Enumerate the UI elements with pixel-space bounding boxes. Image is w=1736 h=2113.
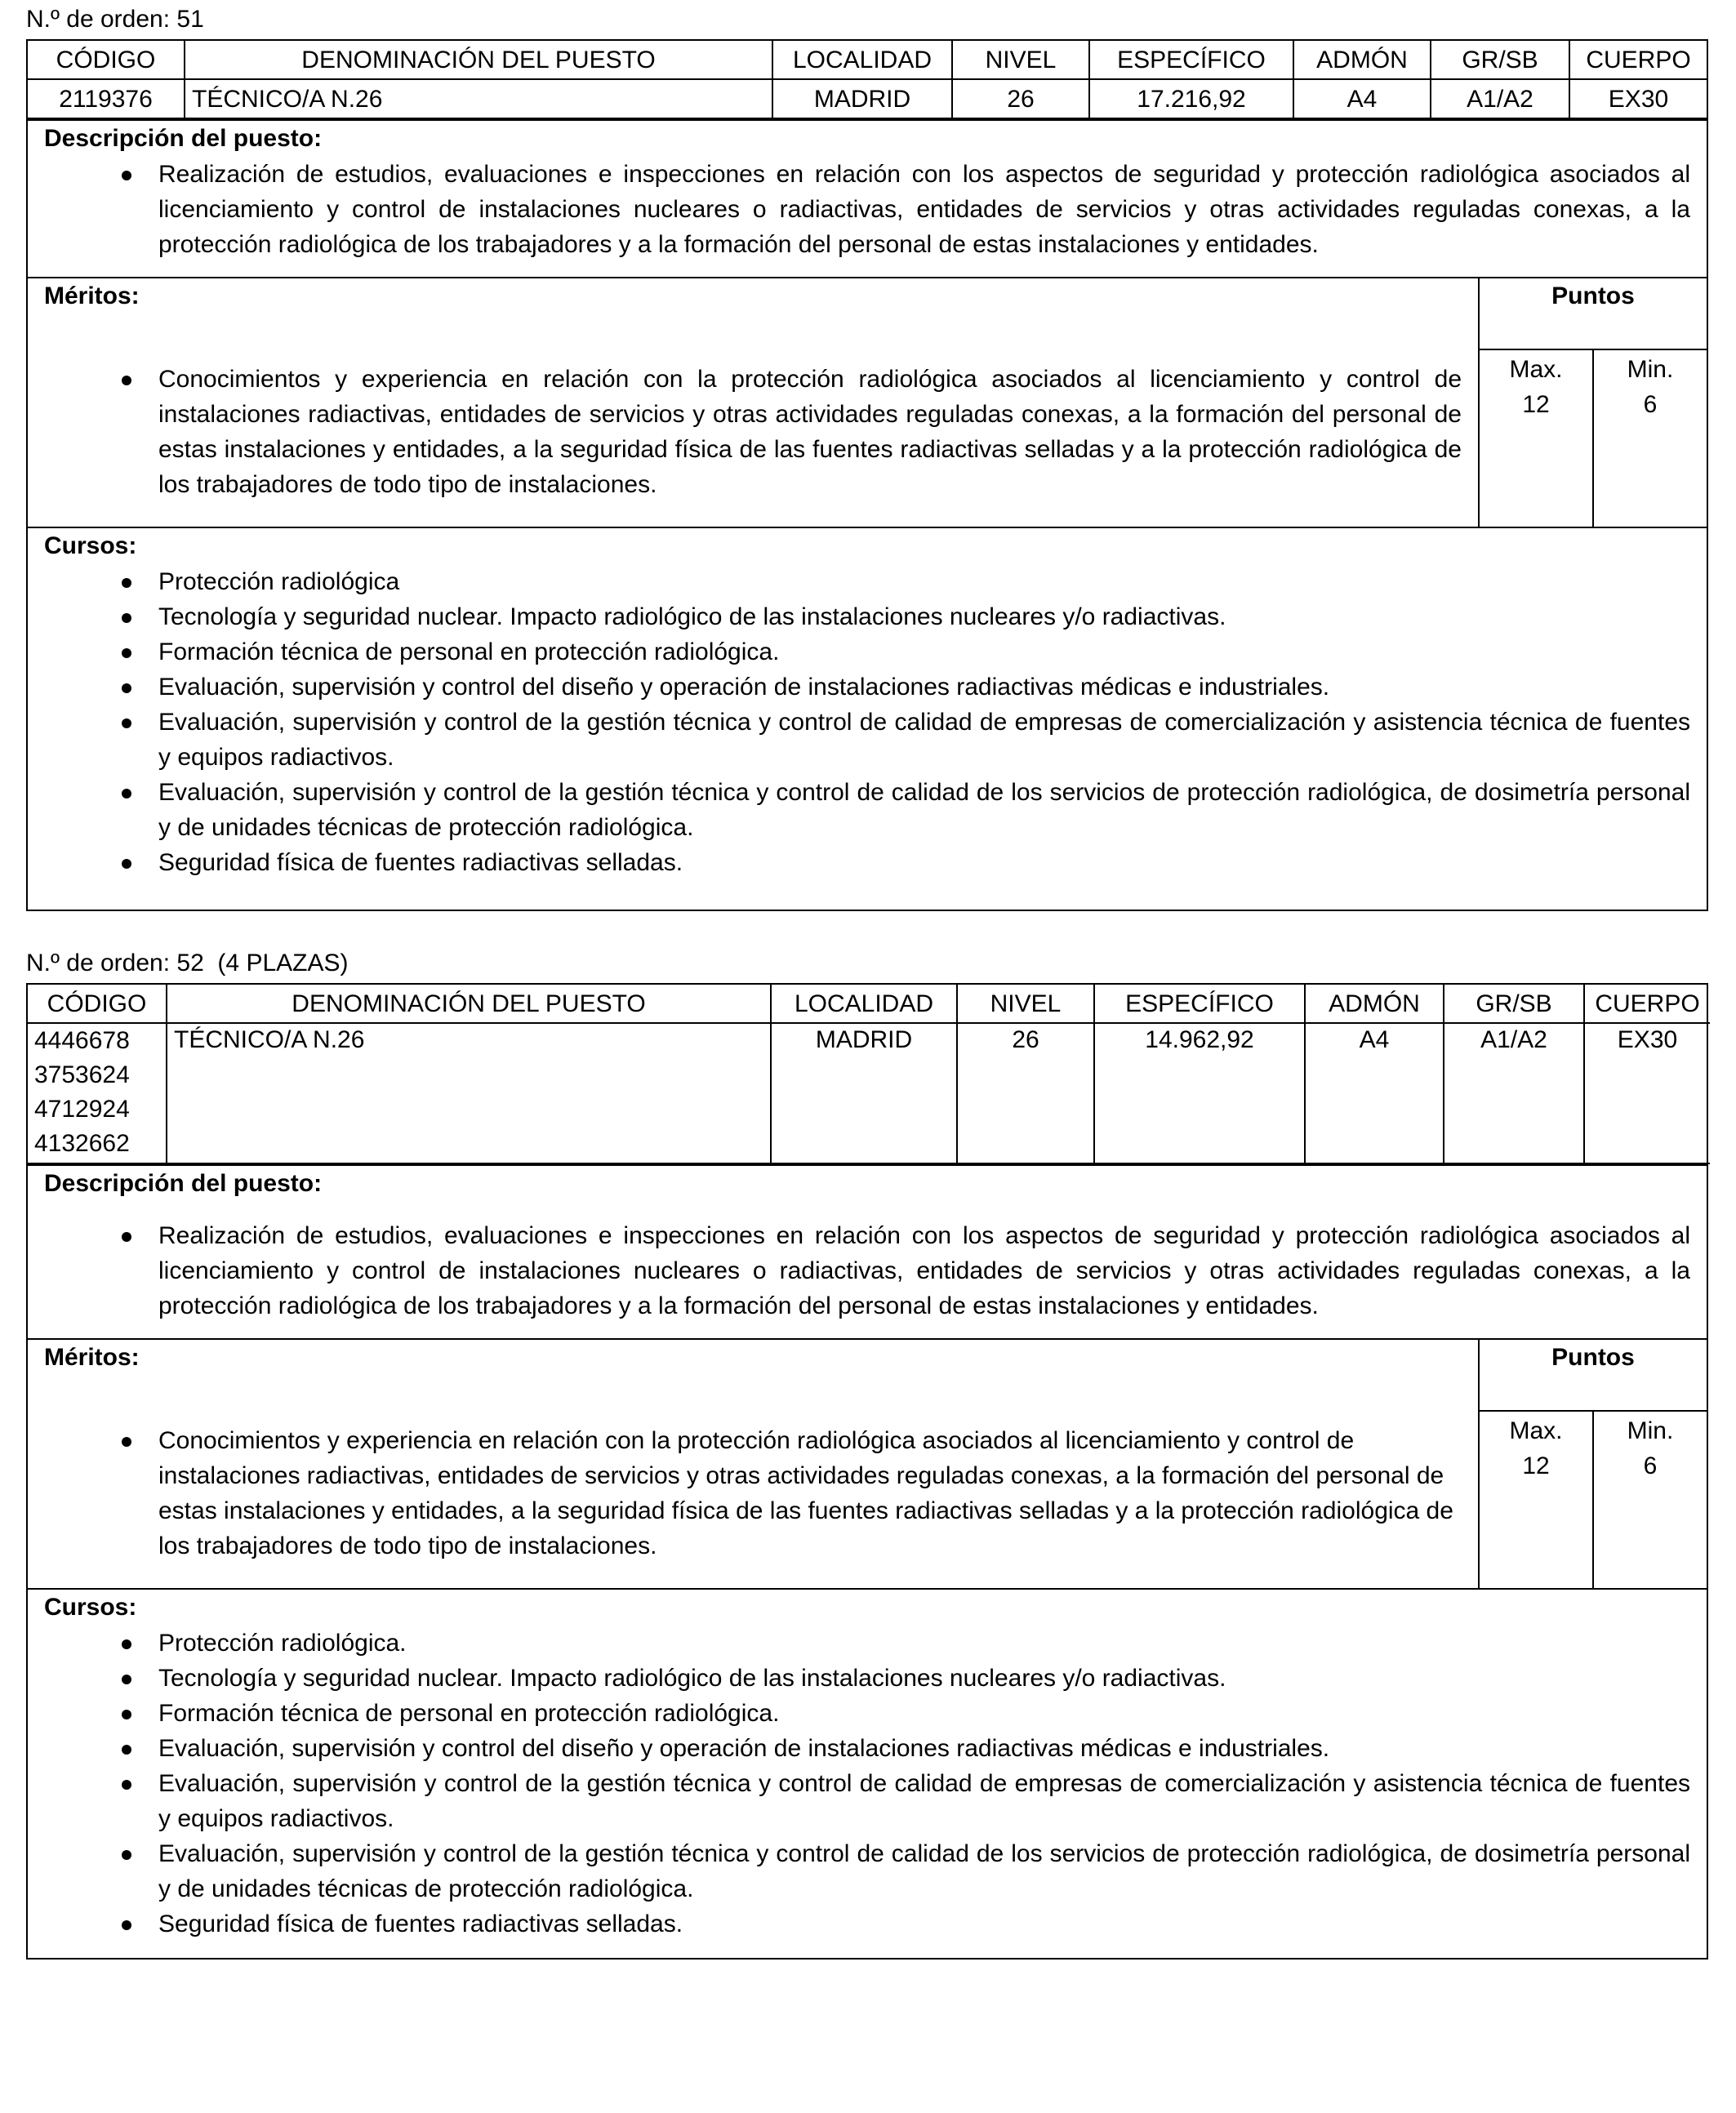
list-item: Formación técnica de personal en protección radiológica. — [44, 1696, 1690, 1731]
list-item: Realización de estudios, evaluaciones e inspecciones en relación con los aspectos de seguridad y protección radiológica asociados al licenciamiento y control de instalaciones nucleares o radiactivas, entidades de servicios y otras actividades reguladas conexas, a la protección radiológica de los trabajadores y a la formación del personal de estas instalaciones y entidades. — [44, 157, 1690, 262]
job-block — [26, 39, 1708, 911]
list-item: Conocimientos y experiencia en relación con la protección radiológica asociados al licenciamiento y control de instalaciones radiactivas, entidades de servicios y otras actividades reguladas conexas, a la formación del personal de estas instalaciones y entidades, a la seguridad física de las fuentes radiactivas selladas y a la protección radiológica de los trabajadores de todo tipo de instalaciones. — [44, 362, 1462, 502]
courses-label: Cursos: — [44, 532, 137, 559]
col-codigo: CÓDIGO — [28, 41, 185, 79]
bullet-icon — [122, 578, 131, 588]
bullet-icon — [122, 376, 131, 385]
points-label: Puntos — [1480, 278, 1707, 350]
list-item: Seguridad física de fuentes radiactivas selladas. — [44, 1906, 1690, 1942]
col-codigo: CÓDIGO — [28, 985, 167, 1023]
description-label: Descripción del puesto: — [44, 125, 323, 152]
codigo-item: 4712924 — [34, 1096, 130, 1123]
cell-denominacion: TÉCNICO/A N.26 — [185, 79, 772, 118]
header-row — [28, 985, 1710, 1023]
points-max: Max. 12 — [1480, 1412, 1592, 1588]
job-block — [26, 983, 1708, 1960]
points-max-value: 12 — [1522, 391, 1550, 418]
cell-cuerpo: EX30 — [1569, 79, 1707, 118]
cell-codigos — [28, 1023, 167, 1163]
cell-admon: A4 — [1305, 1023, 1444, 1163]
bullet-icon — [122, 171, 131, 180]
points-min-value: 6 — [1643, 391, 1658, 418]
col-nivel: NIVEL — [952, 41, 1089, 79]
merits-list — [44, 1423, 1462, 1564]
col-cuerpo: CUERPO — [1569, 41, 1707, 79]
bullet-icon — [122, 789, 131, 798]
bullet-icon — [122, 859, 131, 869]
cell-grsb: A1/A2 — [1444, 1023, 1584, 1163]
bullet-icon — [122, 613, 131, 623]
cell-localidad: MADRID — [772, 79, 952, 118]
list-item: Realización de estudios, evaluaciones e inspecciones en relación con los aspectos de seguridad y protección radiológica asociados al licenciamiento y control de instalaciones nucleares o radiactivas, entidades de servicios y otras actividades reguladas conexas, a la protección radiológica de los trabajadores y a la formación del personal de estas instalaciones y entidades. — [44, 1218, 1690, 1323]
list-item: Protección radiológica. — [44, 1626, 1690, 1661]
courses-list — [44, 1626, 1690, 1942]
bullet-icon — [122, 1232, 131, 1242]
codigo-item: 4446678 — [34, 1027, 130, 1054]
col-especifico: ESPECÍFICO — [1089, 41, 1293, 79]
bullet-icon — [122, 1745, 131, 1755]
col-grsb: GR/SB — [1444, 985, 1584, 1023]
cell-especifico: 17.216,92 — [1089, 79, 1293, 118]
col-admon: ADMÓN — [1305, 985, 1444, 1023]
merits-label: Méritos: — [44, 1344, 140, 1371]
col-grsb: GR/SB — [1431, 41, 1569, 79]
header-row — [28, 41, 1707, 79]
courses-label: Cursos: — [44, 1594, 137, 1621]
list-item: Conocimientos y experiencia en relación con la protección radiológica asociados al licenciamiento y control de instalaciones radiactivas, entidades de servicios y otras actividades reguladas conexas, a la formación del personal de estas instalaciones y entidades, a la seguridad física de las fuentes radiactivas selladas y a la protección radiológica de los trabajadores de todo tipo de instalaciones. — [44, 1423, 1462, 1564]
col-localidad: LOCALIDAD — [771, 985, 957, 1023]
courses-panel — [28, 527, 1707, 910]
job-section-51 — [26, 0, 1708, 911]
order-title: N.º de orden: 51 — [26, 6, 204, 33]
col-denominacion: DENOMINACIÓN DEL PUESTO — [185, 41, 772, 79]
cell-denominacion: TÉCNICO/A N.26 — [167, 1023, 771, 1163]
job-header-table — [28, 41, 1707, 119]
col-denominacion: DENOMINACIÓN DEL PUESTO — [167, 985, 771, 1023]
cell-nivel: 26 — [957, 1023, 1094, 1163]
list-item: Formación técnica de personal en protección radiológica. — [44, 634, 1690, 669]
cell-cuerpo: EX30 — [1584, 1023, 1710, 1163]
points-label: Puntos — [1480, 1340, 1707, 1412]
codigo-item: 3753624 — [34, 1061, 130, 1088]
description-list — [44, 1218, 1690, 1323]
description-list — [44, 157, 1690, 262]
bullet-icon — [122, 1850, 131, 1860]
cell-admon: A4 — [1293, 79, 1431, 118]
list-item: Protección radiológica — [44, 564, 1690, 599]
list-item: Tecnología y seguridad nuclear. Impacto radiológico de las instalaciones nucleares y/o radiactivas. — [44, 1661, 1690, 1696]
list-item: Evaluación, supervisión y control del diseño y operación de instalaciones radiactivas médicas e industriales. — [44, 669, 1690, 705]
merits-label: Méritos: — [44, 282, 140, 309]
merits-list — [44, 362, 1462, 502]
description-panel — [28, 119, 1707, 277]
cell-codigo: 2119376 — [28, 79, 185, 118]
bullet-icon — [122, 1710, 131, 1719]
points-max: Max. 12 — [1480, 350, 1592, 527]
list-item: Evaluación, supervisión y control de la gestión técnica y control de calidad de los servicios de protección radiológica, de dosimetría personal y de unidades técnicas de protección radiológica. — [44, 1836, 1690, 1906]
col-cuerpo: CUERPO — [1584, 985, 1710, 1023]
bullet-icon — [122, 1437, 131, 1447]
description-panel — [28, 1164, 1707, 1338]
list-item: Tecnología y seguridad nuclear. Impacto radiológico de las instalaciones nucleares y/o radiactivas. — [44, 599, 1690, 634]
bullet-icon — [122, 1639, 131, 1649]
courses-panel — [28, 1588, 1707, 1958]
bullet-icon — [122, 1920, 131, 1930]
points-box — [1478, 1340, 1707, 1588]
description-label: Descripción del puesto: — [44, 1170, 323, 1197]
points-max-value: 12 — [1522, 1452, 1550, 1479]
table-row — [28, 1023, 1710, 1163]
job-section-52 — [26, 944, 1708, 1960]
points-min: Min. 6 — [1592, 350, 1707, 527]
courses-list — [44, 564, 1690, 880]
list-item: Evaluación, supervisión y control de la gestión técnica y control de calidad de empresas de comercialización y asistencia técnica de fuentes y equipos radiactivos. — [44, 1766, 1690, 1836]
col-admon: ADMÓN — [1293, 41, 1431, 79]
list-item: Evaluación, supervisión y control de la gestión técnica y control de calidad de los servicios de protección radiológica, de dosimetría personal y de unidades técnicas de protección radiológica. — [44, 775, 1690, 845]
merits-content — [28, 278, 1478, 527]
list-item: Evaluación, supervisión y control del diseño y operación de instalaciones radiactivas médicas e industriales. — [44, 1731, 1690, 1766]
points-min-value: 6 — [1643, 1452, 1658, 1479]
bullet-icon — [122, 718, 131, 728]
list-item: Seguridad física de fuentes radiactivas selladas. — [44, 845, 1690, 880]
job-header-table — [28, 985, 1710, 1164]
merits-panel — [28, 1338, 1707, 1588]
cell-especifico: 14.962,92 — [1094, 1023, 1305, 1163]
cell-grsb: A1/A2 — [1431, 79, 1569, 118]
order-title: N.º de orden: 52 (4 PLAZAS) — [26, 950, 349, 976]
bullet-icon — [122, 1675, 131, 1684]
bullet-icon — [122, 648, 131, 658]
col-localidad: LOCALIDAD — [772, 41, 952, 79]
bullet-icon — [122, 683, 131, 693]
document — [26, 0, 1708, 1992]
cell-nivel: 26 — [952, 79, 1089, 118]
list-item: Evaluación, supervisión y control de la gestión técnica y control de calidad de empresas de comercialización y asistencia técnica de fuentes y equipos radiactivos. — [44, 705, 1690, 775]
merits-content — [28, 1340, 1478, 1588]
col-nivel: NIVEL — [957, 985, 1094, 1023]
col-especifico: ESPECÍFICO — [1094, 985, 1305, 1023]
points-box — [1478, 278, 1707, 527]
codigo-item: 4132662 — [34, 1130, 130, 1157]
cell-localidad: MADRID — [771, 1023, 957, 1163]
table-row — [28, 79, 1707, 118]
points-min: Min. 6 — [1592, 1412, 1707, 1588]
merits-panel — [28, 277, 1707, 527]
bullet-icon — [122, 1780, 131, 1790]
